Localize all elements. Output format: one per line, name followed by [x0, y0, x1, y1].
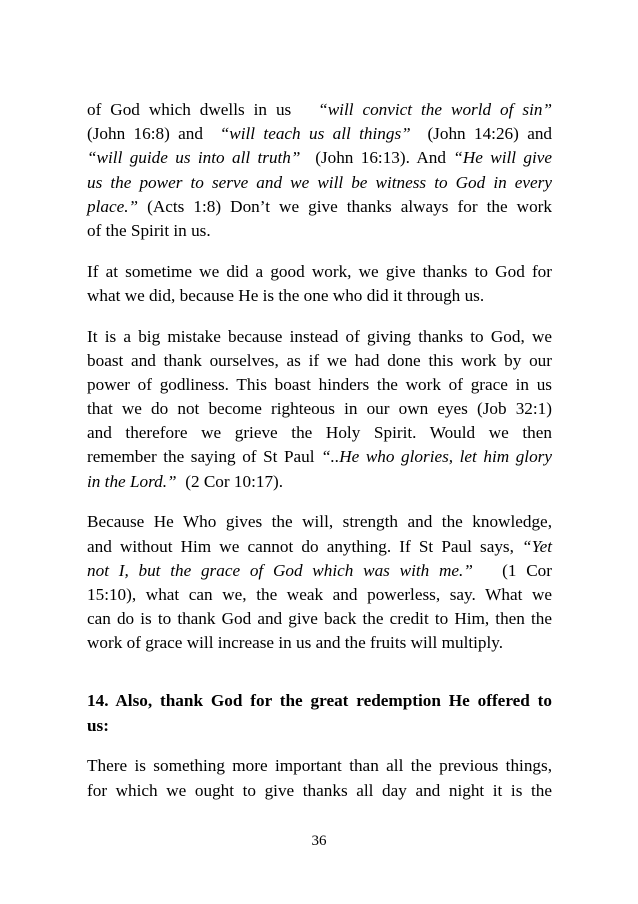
quote-run: “will convict the world of sin”	[318, 100, 553, 119]
paragraph-3	[87, 325, 552, 494]
text-run: and without Him we cannot do anything. If St Paul says,	[87, 536, 514, 556]
paragraph-4	[87, 510, 552, 655]
quote-run: place.”	[87, 196, 139, 216]
text-line	[87, 219, 552, 243]
text-line	[87, 171, 552, 195]
text-line	[87, 122, 552, 146]
text-run: (John 16:8) and	[87, 124, 203, 144]
text-line: It is a big mistake because instead of giving thanks to God, we	[87, 326, 552, 346]
quote-run: us the power to serve and we will be witness to God in every	[87, 172, 552, 192]
text-line	[87, 559, 552, 583]
text-line: boast and thank ourselves, as if we had done this work by our	[87, 350, 552, 370]
text-line: work of grace will increase in us and the fruits will multiply.	[87, 633, 504, 653]
text-run: of the Spirit in us.	[87, 220, 211, 240]
quote-run: “will guide us into all truth”	[87, 148, 301, 168]
quote-run: “He will give	[453, 148, 553, 168]
text-line: There is something more important than all the previous things,	[87, 756, 552, 776]
section-heading	[87, 689, 552, 737]
text-line: and therefore we grieve the Holy Spirit. Would we then	[87, 423, 552, 443]
quote-run: “will teach us all things”	[219, 124, 411, 144]
page-body	[87, 98, 552, 803]
paragraph-2	[87, 260, 552, 308]
text-line	[87, 146, 552, 170]
page-number: 36	[311, 833, 327, 849]
paragraph-1	[87, 98, 552, 243]
quote-run: in the Lord.”	[87, 471, 177, 491]
text-run: (1 Cor	[502, 560, 552, 580]
text-line	[87, 195, 552, 219]
text-line: can do is to thank God and give back the credit to Him, then the	[87, 609, 552, 629]
text-line	[87, 470, 552, 494]
text-line	[87, 535, 552, 559]
text-run: (John 14:26) and	[427, 124, 553, 144]
paragraph-5	[87, 754, 552, 802]
quote-run: “Yet	[522, 536, 552, 556]
text-line	[87, 98, 552, 122]
text-run: (Acts 1:8) Don’t we give thanks always for the work	[147, 196, 552, 216]
heading-line: 14. Also, thank God for the great redemption He offered to	[87, 691, 552, 711]
text-line: Because He Who gives the will, strength and the knowledge,	[87, 512, 552, 532]
text-line: If at sometime we did a good work, we give thanks to God for	[87, 261, 552, 281]
text-line: for which we ought to give thanks all day and night it is the	[87, 780, 552, 800]
text-line: that we do not become righteous in our own eyes (Job 32:1)	[87, 399, 552, 419]
text-line: what we did, because He is the one who did it through us.	[87, 285, 485, 305]
text-line: 15:10), what can we, the weak and powerless, say. What we	[87, 584, 552, 604]
heading-line: us:	[87, 715, 109, 735]
text-run: remember the saying of St Paul	[87, 447, 315, 467]
text-run: of God which dwells in us	[87, 100, 292, 119]
quote-run: not I, but the grace of God which was with me.”	[87, 560, 473, 580]
text-line: power of godliness. This boast hinders the work of grace in us	[87, 374, 552, 394]
quote-run: “..He who glories, let him glory	[321, 447, 552, 467]
text-run: (2 Cor 10:17).	[185, 471, 284, 491]
text-line	[87, 445, 552, 469]
text-run: (John 16:13). And	[315, 148, 446, 168]
